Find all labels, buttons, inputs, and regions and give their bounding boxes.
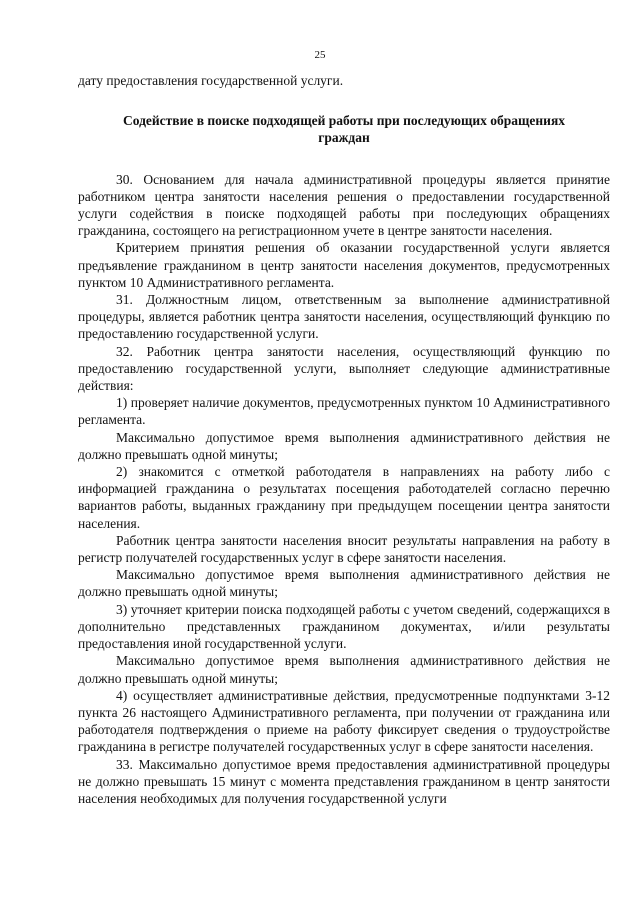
list-item-3: 3) уточняет критерии поиска подходящей работы с учетом сведений, содержащихся в дополнительно представленных гражданином документах, и/или результаты предоставления иной государственной услуги. [78, 601, 610, 652]
paragraph-31: 31. Должностным лицом, ответственным за выполнение административной процедуры, является работник центра занятости населения, осуществляющий функцию по предоставлению государственной услуги. [78, 292, 610, 342]
paragraph-30: 30. Основанием для начала административной процедуры является принятие работником центра занятости населения решения о предоставлении государственной услуги содействия в поиске подходящей работы при последующих обращениях гражданина, состоящего на регистрационном учете в центре занятости населения. [78, 171, 610, 239]
paragraph-registry: Работник центра занятости населения вносит результаты направления на работу в регистр получателей государственных услуг в сфере занятости населения. [78, 532, 610, 566]
lead-line: дату предоставления государственной услуги. [78, 73, 344, 88]
max-time-note-3: Максимально допустимое время выполнения административного действия не должно превышать одной минуты; [78, 653, 610, 686]
list-item-1: 1) проверяет наличие документов, предусмотренных пунктом 10 Административного регламента. [78, 395, 610, 428]
paragraph-32: 32. Работник центра занятости населения, осуществляющий функцию по предоставлению государственной услуги, выполняет следующие административные действия: [78, 343, 610, 394]
max-time-note-2: Максимально допустимое время выполнения административного действия не должно превышать одной минуты; [78, 567, 610, 600]
list-item-2: 2) знакомится с отметкой работодателя в направлениях на работу либо с информацией гражданина о результатах посещения работодателей согласно перечню вариантов работы, выданных гражданину при предыдущем посещении центра занятости населения. [78, 464, 610, 531]
list-item-4: 4) осуществляет административные действия, предусмотренные подпунктами 3-12 пункта 26 настоящего Административного регламента, при получении от гражданина или работодателя подтверждения о приеме на работу фиксирует сведения о трудоустройстве гражданина в регистре получателей государственных услуг в сфере занятости населения. [78, 687, 610, 755]
paragraph-33: 33. Максимально допустимое время предоставления административной процедуры не должно превышать 15 минут с момента представления гражданином в центр занятости населения необходимых для получения государственной услуги [78, 756, 610, 806]
page-number: 25 [314, 49, 326, 61]
section-title: Содействие в поиске подходящей работы при последующих обращениях граждан [122, 113, 566, 146]
max-time-note-1: Максимально допустимое время выполнения административного действия не должно превышать одной минуты; [78, 429, 610, 462]
document-body [78, 72, 610, 807]
paragraph-criterion: Критерием принятия решения об оказании государственной услуги является предъявление гражданином в центр занятости населения документов, предусмотренных пунктом 10 Административного регламента. [78, 240, 610, 290]
